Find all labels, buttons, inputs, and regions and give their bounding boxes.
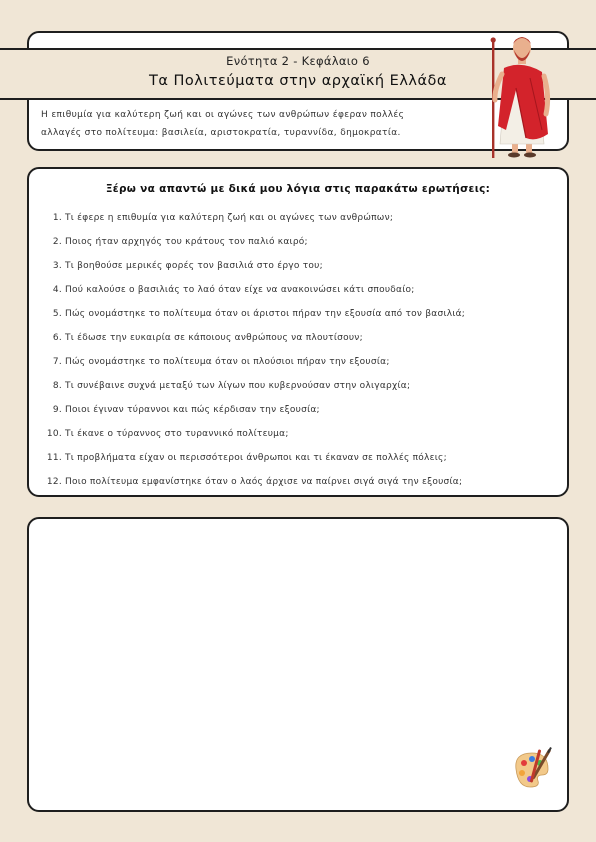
question-text: Τι έφερε η επιθυμία για καλύτερη ζωή και οι αγώνες των ανθρώπων; [65,213,394,223]
question-item [40,206,560,230]
questions-heading: Ξέρω να απαντώ με δικά μου λόγια στις παρακάτω ερωτήσεις: [105,183,491,195]
question-text: Τι προβλήματα είχαν οι περισσότεροι άνθρωποι και τι έκαναν σε πολλές πόλεις; [65,453,447,463]
question-number: 5. [52,309,62,319]
question-number: 9. [52,405,62,415]
questions-list [40,206,560,494]
question-item [40,326,560,350]
question-text: Τι βοηθούσε μερικές φορές τον βασιλιά στο έργο του; [65,261,323,271]
question-text: Ποιος ήταν αρχηγός του κράτους τον παλιό καιρό; [65,237,308,247]
question-number: 1. [52,213,62,223]
question-text: Τι έδωσε την ευκαιρία σε κάποιους ανθρώπους να πλουτίσουν; [65,333,363,343]
answer-area[interactable] [27,517,569,812]
question-text: Τι έκανε ο τύραννος στο τυραννικό πολίτευμα; [65,429,289,439]
unit-label: Ενότητα 2 - Κεφάλαιο 6 [226,54,370,68]
question-text: Ποιοι έγιναν τύραννοι και πώς κέρδισαν την εξουσία; [65,405,320,415]
question-number: 2. [52,237,62,247]
intro-line: αλλαγές στο πολίτευμα: βασιλεία, αριστοκρατία, τυραννίδα, δημοκρατία. [41,128,401,138]
intro-paragraph [41,106,481,142]
question-text: Πώς ονομάστηκε το πολίτευμα όταν οι πλούσιοι πήραν την εξουσία; [65,357,390,367]
question-item [40,254,560,278]
question-text: Πού καλούσε ο βασιλιάς το λαό όταν είχε να ανακοινώσει κάτι σπουδαίο; [65,285,415,295]
question-number: 12. [46,477,62,487]
question-item [40,470,560,494]
question-number: 3. [52,261,62,271]
question-item [40,350,560,374]
question-item [40,446,560,470]
paint-palette-icon [510,745,554,793]
question-number: 4. [52,285,62,295]
question-text: Ποιο πολίτευμα εμφανίστηκε όταν ο λαός άρχισε να παίρνει σιγά σιγά την εξουσία; [65,477,463,487]
intro-line: Η επιθυμία για καλύτερη ζωή και οι αγώνες των ανθρώπων έφεραν πολλές [41,110,405,120]
question-item [40,230,560,254]
question-number: 11. [46,453,62,463]
question-number: 8. [52,381,62,391]
question-number: 7. [52,357,62,367]
page-title: Τα Πολιτεύματα στην αρχαϊκή Ελλάδα [148,73,447,89]
ancient-greek-man-icon [486,30,558,160]
question-number: 6. [52,333,62,343]
question-item [40,422,560,446]
question-text: Πώς ονομάστηκε το πολίτευμα όταν οι άριστοι πήραν την εξουσία από τον βασιλιά; [65,309,466,319]
question-item [40,278,560,302]
question-text: Τι συνέβαινε συχνά μεταξύ των λίγων που κυβερνούσαν στην ολιγαρχία; [65,381,411,391]
question-item [40,398,560,422]
question-number: 10. [46,429,62,439]
question-item [40,302,560,326]
question-item [40,374,560,398]
